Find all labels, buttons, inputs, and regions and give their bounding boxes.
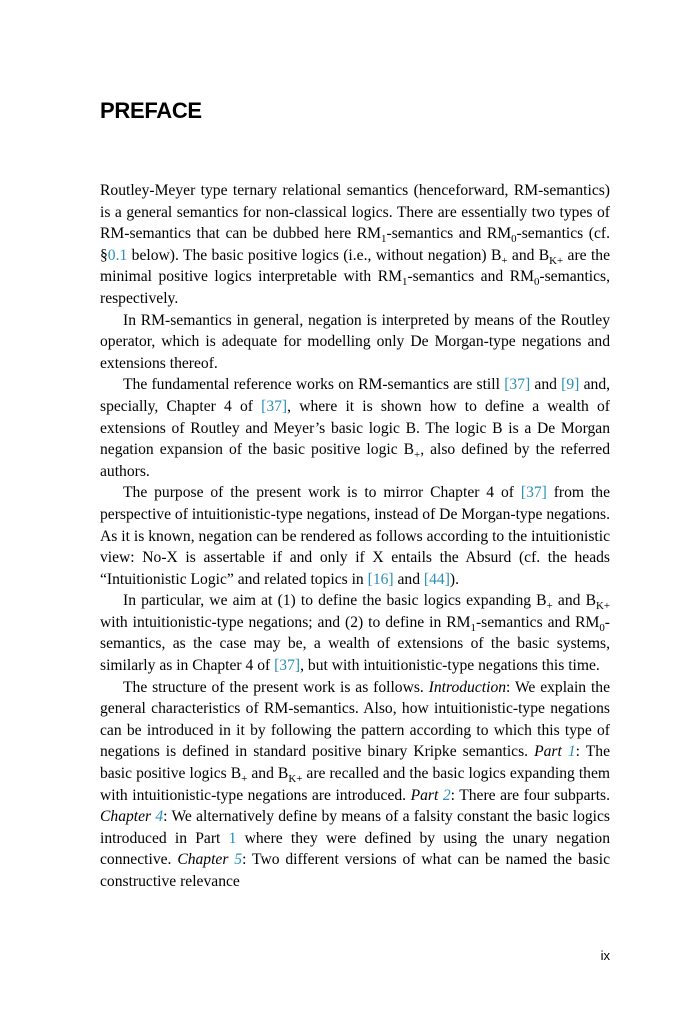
text-run: and bbox=[393, 570, 424, 588]
page-title: PREFACE bbox=[100, 98, 202, 123]
text-run: from the perspective of intuitionistic-type negations, instead of De Morgan-type negations. As it is known, negation can be rendered as follows according to the intuitionistic view: No-X is assertable if and only if X entails the Absurd (cf. the heads “Intuitionistic Logic” and related topics in bbox=[100, 484, 610, 588]
emphasis: Part bbox=[534, 743, 568, 761]
cross-reference-link[interactable]: 0.1 bbox=[107, 246, 128, 264]
paragraph bbox=[100, 374, 610, 482]
text-run: : There are four subparts. bbox=[450, 786, 610, 804]
paragraph bbox=[100, 677, 610, 893]
subscript: K+ bbox=[288, 773, 303, 786]
subscript: 0 bbox=[533, 276, 540, 289]
cross-reference-link[interactable]: [37] bbox=[261, 397, 288, 415]
text-run: and B bbox=[552, 592, 596, 610]
text-run: and B bbox=[507, 246, 550, 264]
text-run: The structure of the present work is as follows. bbox=[123, 678, 429, 696]
text-run: : The basic positive logics B bbox=[100, 743, 611, 783]
paragraph bbox=[100, 180, 610, 310]
text-run: -semantics and RM bbox=[475, 613, 600, 631]
text-run: and, specially, Chapter 4 of bbox=[100, 376, 611, 415]
text-run: -semantics, as the case may be, a wealth of extensions of the basic systems, similarly as in Chapter 4 of bbox=[100, 613, 610, 675]
emphasis: Chapter bbox=[100, 808, 156, 826]
cross-reference-link[interactable]: [37] bbox=[504, 376, 531, 394]
subscript: 0 bbox=[599, 621, 605, 634]
cross-reference-link[interactable]: 5 bbox=[234, 851, 243, 869]
cross-reference-link[interactable]: [9] bbox=[561, 376, 580, 394]
emphasis: Part bbox=[410, 786, 443, 804]
cross-reference-link[interactable]: 1 bbox=[228, 829, 237, 847]
subscript: + bbox=[241, 773, 248, 786]
text-run: -semantics, respectively. bbox=[100, 268, 611, 307]
cross-reference-link[interactable]: 1 bbox=[567, 743, 576, 761]
paragraph bbox=[100, 482, 610, 590]
text-run: -semantics and RM bbox=[386, 225, 512, 243]
text-run: , where it is shown how to define a wealth of extensions of Routley and Meyer’s basic logic B. The logic B is a De Morgan negation expansion of the basic positive logic B bbox=[100, 397, 610, 459]
text-run: Routley-Meyer type ternary relational semantics (henceforward, RM-semantics) is a general semantics for non-classical logics. There are essentially two types of RM-semantics that can be dubbed here RM bbox=[100, 182, 610, 243]
cross-reference-link[interactable]: [37] bbox=[274, 657, 301, 675]
subscript: + bbox=[501, 254, 508, 267]
text-run: are the minimal positive logics interpretable with RM bbox=[100, 246, 610, 286]
subscript: K+ bbox=[549, 254, 564, 267]
text-run: are recalled and the basic logics expanding them with intuitionistic-type negations are introduced. bbox=[100, 765, 610, 804]
paragraph bbox=[100, 590, 610, 676]
text-run: -semantics (cf. § bbox=[100, 225, 610, 264]
subscript: K+ bbox=[595, 600, 610, 613]
text-run: -semantics and RM bbox=[407, 268, 534, 286]
cross-reference-link[interactable]: [37] bbox=[520, 484, 547, 502]
page-number: ix bbox=[600, 948, 610, 963]
subscript: + bbox=[546, 600, 553, 613]
emphasis: Chapter bbox=[177, 851, 235, 869]
subscript: 1 bbox=[470, 621, 476, 634]
cross-reference-link[interactable]: [16] bbox=[367, 570, 394, 588]
text-run: below). The basic positive logics (i.e., without negation) B bbox=[127, 246, 502, 264]
subscript: + bbox=[414, 449, 421, 462]
text-run: : We explain the general characteristics of RM-semantics. Also, how intuitionistic-type negations can be introduced in it by following the pattern according to which this type of negations is defined in standard positive binary Kripke semantics. bbox=[100, 678, 610, 761]
text-run: : We alternatively define by means of a falsity constant the basic logics introduced in Part bbox=[100, 808, 610, 847]
text-run: and bbox=[530, 376, 562, 394]
cross-reference-link[interactable]: [44] bbox=[423, 570, 450, 588]
text-run: and B bbox=[247, 765, 289, 783]
text-run: ). bbox=[449, 570, 459, 588]
cross-reference-link[interactable]: 4 bbox=[155, 808, 164, 826]
subscript: 1 bbox=[402, 276, 408, 289]
text-run: , also defined by the referred authors. bbox=[100, 441, 610, 480]
cross-reference-link[interactable]: 2 bbox=[442, 786, 451, 804]
text-run: with intuitionistic-type negations; and (2) to define in RM bbox=[100, 613, 471, 631]
paragraph bbox=[100, 310, 610, 375]
preface-body bbox=[100, 180, 610, 893]
text-run: The fundamental reference works on RM-semantics are still bbox=[123, 376, 505, 394]
emphasis: Introduction bbox=[428, 678, 507, 696]
text-run: , but with intuitionistic-type negations this time. bbox=[300, 657, 600, 675]
text-run: : Two different versions of what can be named the basic constructive relevance bbox=[100, 851, 610, 890]
text-run: In particular, we aim at (1) to define the basic logics expanding B bbox=[123, 592, 547, 610]
subscript: 1 bbox=[381, 233, 387, 246]
text-run: In RM-semantics in general, negation is interpreted by means of the Routley operator, which is adequate for modelling only De Morgan-type negations and extensions thereof. bbox=[100, 311, 610, 372]
text-run: where they were defined by using the unary negation connective. bbox=[100, 829, 610, 869]
text-run: The purpose of the present work is to mirror Chapter 4 of bbox=[123, 484, 521, 502]
subscript: 0 bbox=[511, 233, 517, 246]
